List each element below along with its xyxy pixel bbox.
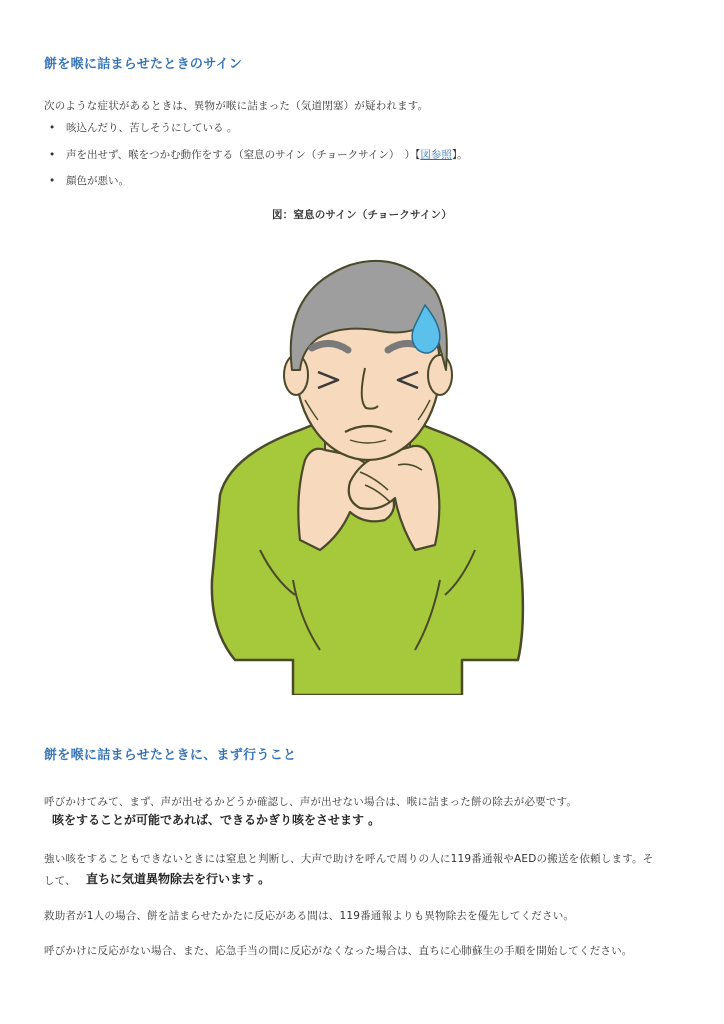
bullet-marker: • bbox=[49, 149, 56, 161]
section-heading-choking-signs: 餅を喉に詰まらせたときのサイン bbox=[44, 57, 243, 72]
figure-caption: 図：窒息のサイン（チョークサイン） bbox=[271, 209, 453, 221]
bullet-item-choke-sign bbox=[66, 148, 468, 162]
section-heading-first-actions: 餅を喉に詰まらせたときに、まず行うこと bbox=[44, 748, 297, 763]
paragraph-call-help-line2: して、 bbox=[44, 875, 76, 887]
bullet-item-face-color: 顔色が悪い。 bbox=[66, 175, 129, 187]
paragraph-cough-instruction: 咳をすることが可能であれば、できるかぎり咳をさせます 。 bbox=[52, 813, 381, 827]
bullet-item-coughing: 咳込んだり、苦しそうにしている 。 bbox=[66, 122, 238, 134]
bullet-marker: • bbox=[49, 175, 56, 187]
paragraph-remove-obstruction: 直ちに気道異物除去を行います 。 bbox=[86, 872, 271, 886]
choking-sign-illustration bbox=[200, 250, 530, 695]
paragraph-call-help-line1: 強い咳をすることもできないときには窒息と判断し、大声で助けを呼んで周りの人に119番通報やAEDの搬送を依頼します。そ bbox=[44, 853, 654, 865]
paragraph-start-cpr: 呼びかけに反応がない場合、また、応急手当の間に反応がなくなった場合は、直ちに心肺蘇生の手順を開始してください。 bbox=[44, 945, 633, 957]
paragraph-single-rescuer: 救助者が1人の場合、餅を詰まらせたかたに反応がある間は、119番通報よりも異物除去を優先してください。 bbox=[44, 910, 575, 922]
bullet-item-choke-sign-text: 声を出せず、喉をつかむ動作をする（窒息のサイン（チョークサイン） ）【 bbox=[66, 149, 421, 161]
figure-reference-link[interactable]: 図参照 bbox=[420, 149, 452, 161]
bullet-marker: • bbox=[49, 122, 56, 134]
bullet-item-choke-sign-close: 】。 bbox=[451, 149, 468, 161]
intro-text: 次のような症状があるときは、異物が喉に詰まった（気道閉塞）が疑われます。 bbox=[44, 100, 429, 112]
paragraph-check-voice: 呼びかけてみて、まず、声が出せるかどうか確認し、声が出せない場合は、喉に詰まった餅の除去が必要です。 bbox=[44, 796, 578, 808]
